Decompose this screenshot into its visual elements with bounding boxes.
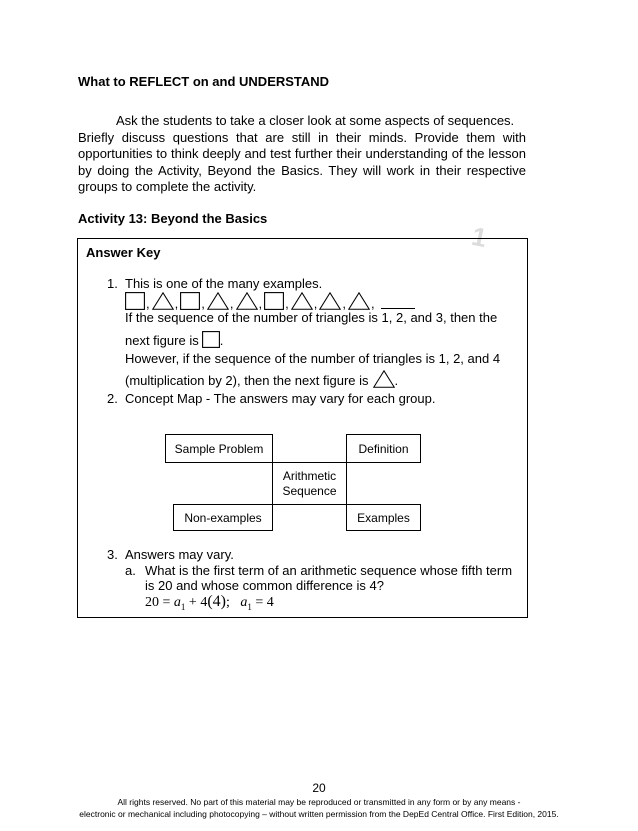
concept-map-center-line-2: Sequence: [282, 483, 337, 498]
concept-map-center: [272, 462, 347, 505]
equation-plus: +: [188, 595, 197, 610]
item-1-period-b: .: [219, 333, 224, 348]
activity-heading: Activity 13: Beyond the Basics: [78, 211, 268, 226]
section-heading: What to REFLECT on and UNDERSTAND: [78, 74, 330, 89]
triangle-icon: [152, 292, 174, 310]
square-icon: [125, 292, 145, 310]
footer-line-2: electronic or mechanical including photocopying – without written permission from the DepEd Central Office. First Edition, 2015.: [79, 809, 559, 819]
sequence-comma: ,: [174, 296, 179, 311]
item-3a-equation: [145, 593, 274, 612]
concept-map-center-line-1: Arithmetic: [282, 468, 337, 483]
square-icon: [202, 331, 220, 348]
equation-semicolon: ;: [225, 595, 230, 610]
footer-line-1: All rights reserved. No part of this material may be reproduced or transmitted in any form or by any means -: [117, 797, 521, 807]
concept-map-sample-problem: Sample Problem: [165, 434, 273, 463]
equation-a-result: a: [240, 595, 248, 610]
triangle-icon: [207, 292, 229, 310]
item-3a-letter: a.: [125, 563, 136, 578]
intro-paragraph: [78, 113, 526, 196]
sequence-comma: ,: [146, 296, 150, 311]
intro-paragraph-rest: Briefly discuss questions that are still in their minds. Provide them with opportunities to think deeply and test further their understanding of the lesson by doing the Activity, Beyond the Basics. They will work in their respective groups to complete the activity.: [78, 129, 526, 194]
item-1-line-b: next figure is: [125, 333, 199, 348]
item-1-line-b-row: [125, 331, 223, 348]
shape-sequence: [125, 292, 415, 310]
item-3-number: 3.: [107, 547, 118, 562]
page-number: 20: [312, 781, 326, 795]
square-icon: [180, 292, 200, 310]
equation-a-subscript: 1: [180, 601, 186, 612]
triangle-icon: [348, 292, 370, 310]
equation-equals: =: [162, 595, 171, 610]
sequence-comma: ,: [342, 296, 346, 311]
triangle-icon: [319, 292, 341, 310]
item-2-text: Concept Map - The answers may vary for each group.: [125, 391, 436, 406]
triangle-icon: [236, 292, 258, 310]
item-3a-question-line-1: What is the first term of an arithmetic sequence whose fifth term: [145, 563, 513, 578]
item-1-period-d: .: [394, 373, 399, 388]
equation-a-result-subscript: 1: [247, 601, 252, 612]
square-icon: [264, 292, 284, 310]
equation-paren: (4): [207, 593, 226, 610]
item-1-number: 1.: [107, 276, 118, 291]
answer-key-title: Answer Key: [86, 245, 161, 260]
sequence-comma: ,: [285, 296, 289, 311]
equation-four: 4: [200, 595, 208, 610]
item-1-line-a: If the sequence of the number of triangles is 1, 2, and 3, then the: [125, 310, 498, 325]
concept-map-non-examples: Non-examples: [173, 504, 273, 531]
item-1-line-d: (multiplication by 2), then the next figure is: [125, 373, 369, 388]
sequence-comma: ,: [313, 296, 318, 311]
item-1-line-d-row: [125, 370, 398, 388]
sequence-comma: ,: [371, 296, 375, 311]
concept-map-definition: Definition: [346, 434, 421, 463]
sequence-comma: ,: [229, 296, 234, 311]
item-2-number: 2.: [107, 391, 118, 406]
triangle-icon: [373, 370, 395, 388]
item-3-text: Answers may vary.: [125, 547, 234, 562]
equation-lhs: 20: [145, 595, 159, 610]
item-1-line-c: However, if the sequence of the number of triangles is 1, 2, and 4: [125, 351, 501, 366]
intro-paragraph-first-line: Ask the students to take a closer look at some aspects of sequences.: [116, 113, 515, 128]
equation-a: a: [173, 595, 181, 610]
watermark: 1: [469, 220, 490, 254]
item-1-text: This is one of the many examples.: [125, 276, 323, 291]
equation-result: 4: [266, 595, 274, 610]
concept-map-examples: Examples: [346, 504, 421, 531]
sequence-blank: [381, 308, 415, 309]
equation-equals-2: =: [255, 595, 264, 610]
sequence-comma: ,: [258, 296, 263, 311]
sequence-comma: ,: [201, 296, 205, 311]
item-3a-question-line-2: is 20 and whose common difference is 4?: [145, 578, 384, 593]
triangle-icon: [291, 292, 313, 310]
